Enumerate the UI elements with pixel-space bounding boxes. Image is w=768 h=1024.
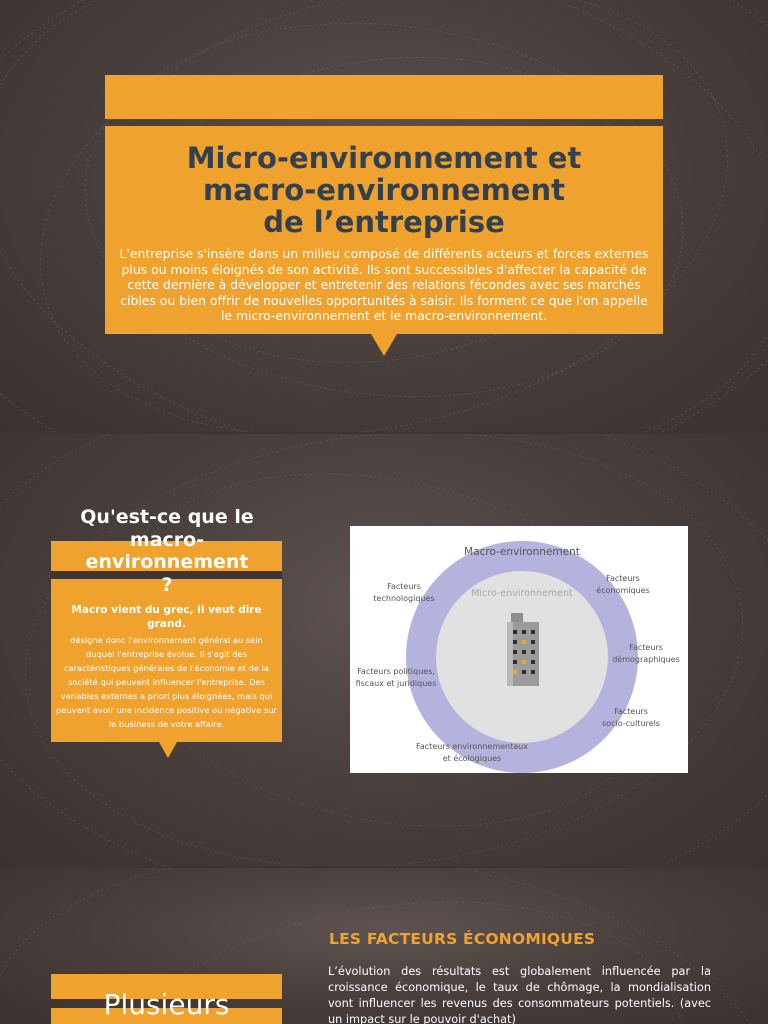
factor-soc-line1: Facteurs xyxy=(614,707,648,716)
factor-pol-line2: fiscaux et juridiques xyxy=(355,679,437,688)
macro-label: Macro-environnement xyxy=(464,546,580,558)
question-line: environnement xyxy=(85,551,249,573)
factor-demo-line2: démographiques xyxy=(612,655,680,664)
micro-label: Micro-environnement xyxy=(471,588,573,599)
question-line: ? xyxy=(161,573,173,596)
subtitle-line: grand. xyxy=(147,618,186,630)
slide-title-line: macro-environnement xyxy=(203,173,565,207)
factor-eco-line1: Facteurs xyxy=(606,574,640,583)
economic-factors-paragraph: L’évolution des résultats est globalement influencée par la croissance économique, le taux de chômage, la mondialisation vont influencer les revenus des consommateurs potentiels. (avec un impact sur le pouvoir d'achat) xyxy=(328,965,711,1024)
factor-tech-line2: technologiques xyxy=(373,594,435,603)
subtitle-line: Macro vient du grec, il veut dire xyxy=(71,604,262,616)
left-title: Plusieurs xyxy=(103,988,230,1021)
environment-diagram xyxy=(350,526,688,773)
factor-env-line1: Facteurs environnementaux xyxy=(416,742,528,751)
question-line: macro- xyxy=(129,528,205,551)
definition-subtitle xyxy=(57,603,276,631)
slide-title xyxy=(105,142,663,238)
definition-paragraph: désigne donc l'environnement général au sein duquel l'entreprise évolue. Il s'agit des caractéristiques générales de l'économie et de la société qui peuvent influencer l'entreprise. Des variables externes a priori plus éloignées, mais qui peuvent avoir une incidence positive ou négative sur le business de votre affaire. xyxy=(56,635,277,729)
title-box xyxy=(105,126,663,334)
factor-demo-line1: Facteurs xyxy=(629,643,663,652)
building-icon xyxy=(507,613,539,686)
title-top-band xyxy=(105,75,663,119)
factor-pol-line1: Facteurs politiques, xyxy=(357,667,435,676)
environment-diagram-svg xyxy=(350,526,688,773)
callout-pointer xyxy=(159,742,177,758)
intro-paragraph: L'entreprise s'insère dans un milieu composé de différents acteurs et forces externes plus ou moins éloignés de son activité. Ils sont successibles d'affecter la capacité de cette dernière à développer et entretenir des relations fécondes avec ses marchés cibles ou bien offrir de nouvelles opportunités à saisir. Ils forment ce que l'on appelle le micro-environnement et le macro-environnement. xyxy=(119,246,649,324)
slide-intro xyxy=(0,0,768,432)
question-line: Qu'est-ce que le xyxy=(80,506,254,528)
slide-title-line: Micro-environnement et xyxy=(186,141,582,175)
section-question-title xyxy=(60,506,274,596)
slide-economic-factors xyxy=(0,868,768,1024)
factor-env-line2: et écologiques xyxy=(442,754,502,763)
factor-tech-line1: Facteurs xyxy=(387,582,421,591)
factor-eco-line2: économiques xyxy=(596,586,650,595)
callout-pointer xyxy=(371,334,397,356)
economic-factors-heading: LES FACTEURS ÉCONOMIQUES xyxy=(329,930,596,948)
slide-title-line: de l’entreprise xyxy=(263,205,505,239)
factor-soc-line2: socio-culturels xyxy=(602,719,660,728)
slide-macro-definition xyxy=(0,434,768,866)
